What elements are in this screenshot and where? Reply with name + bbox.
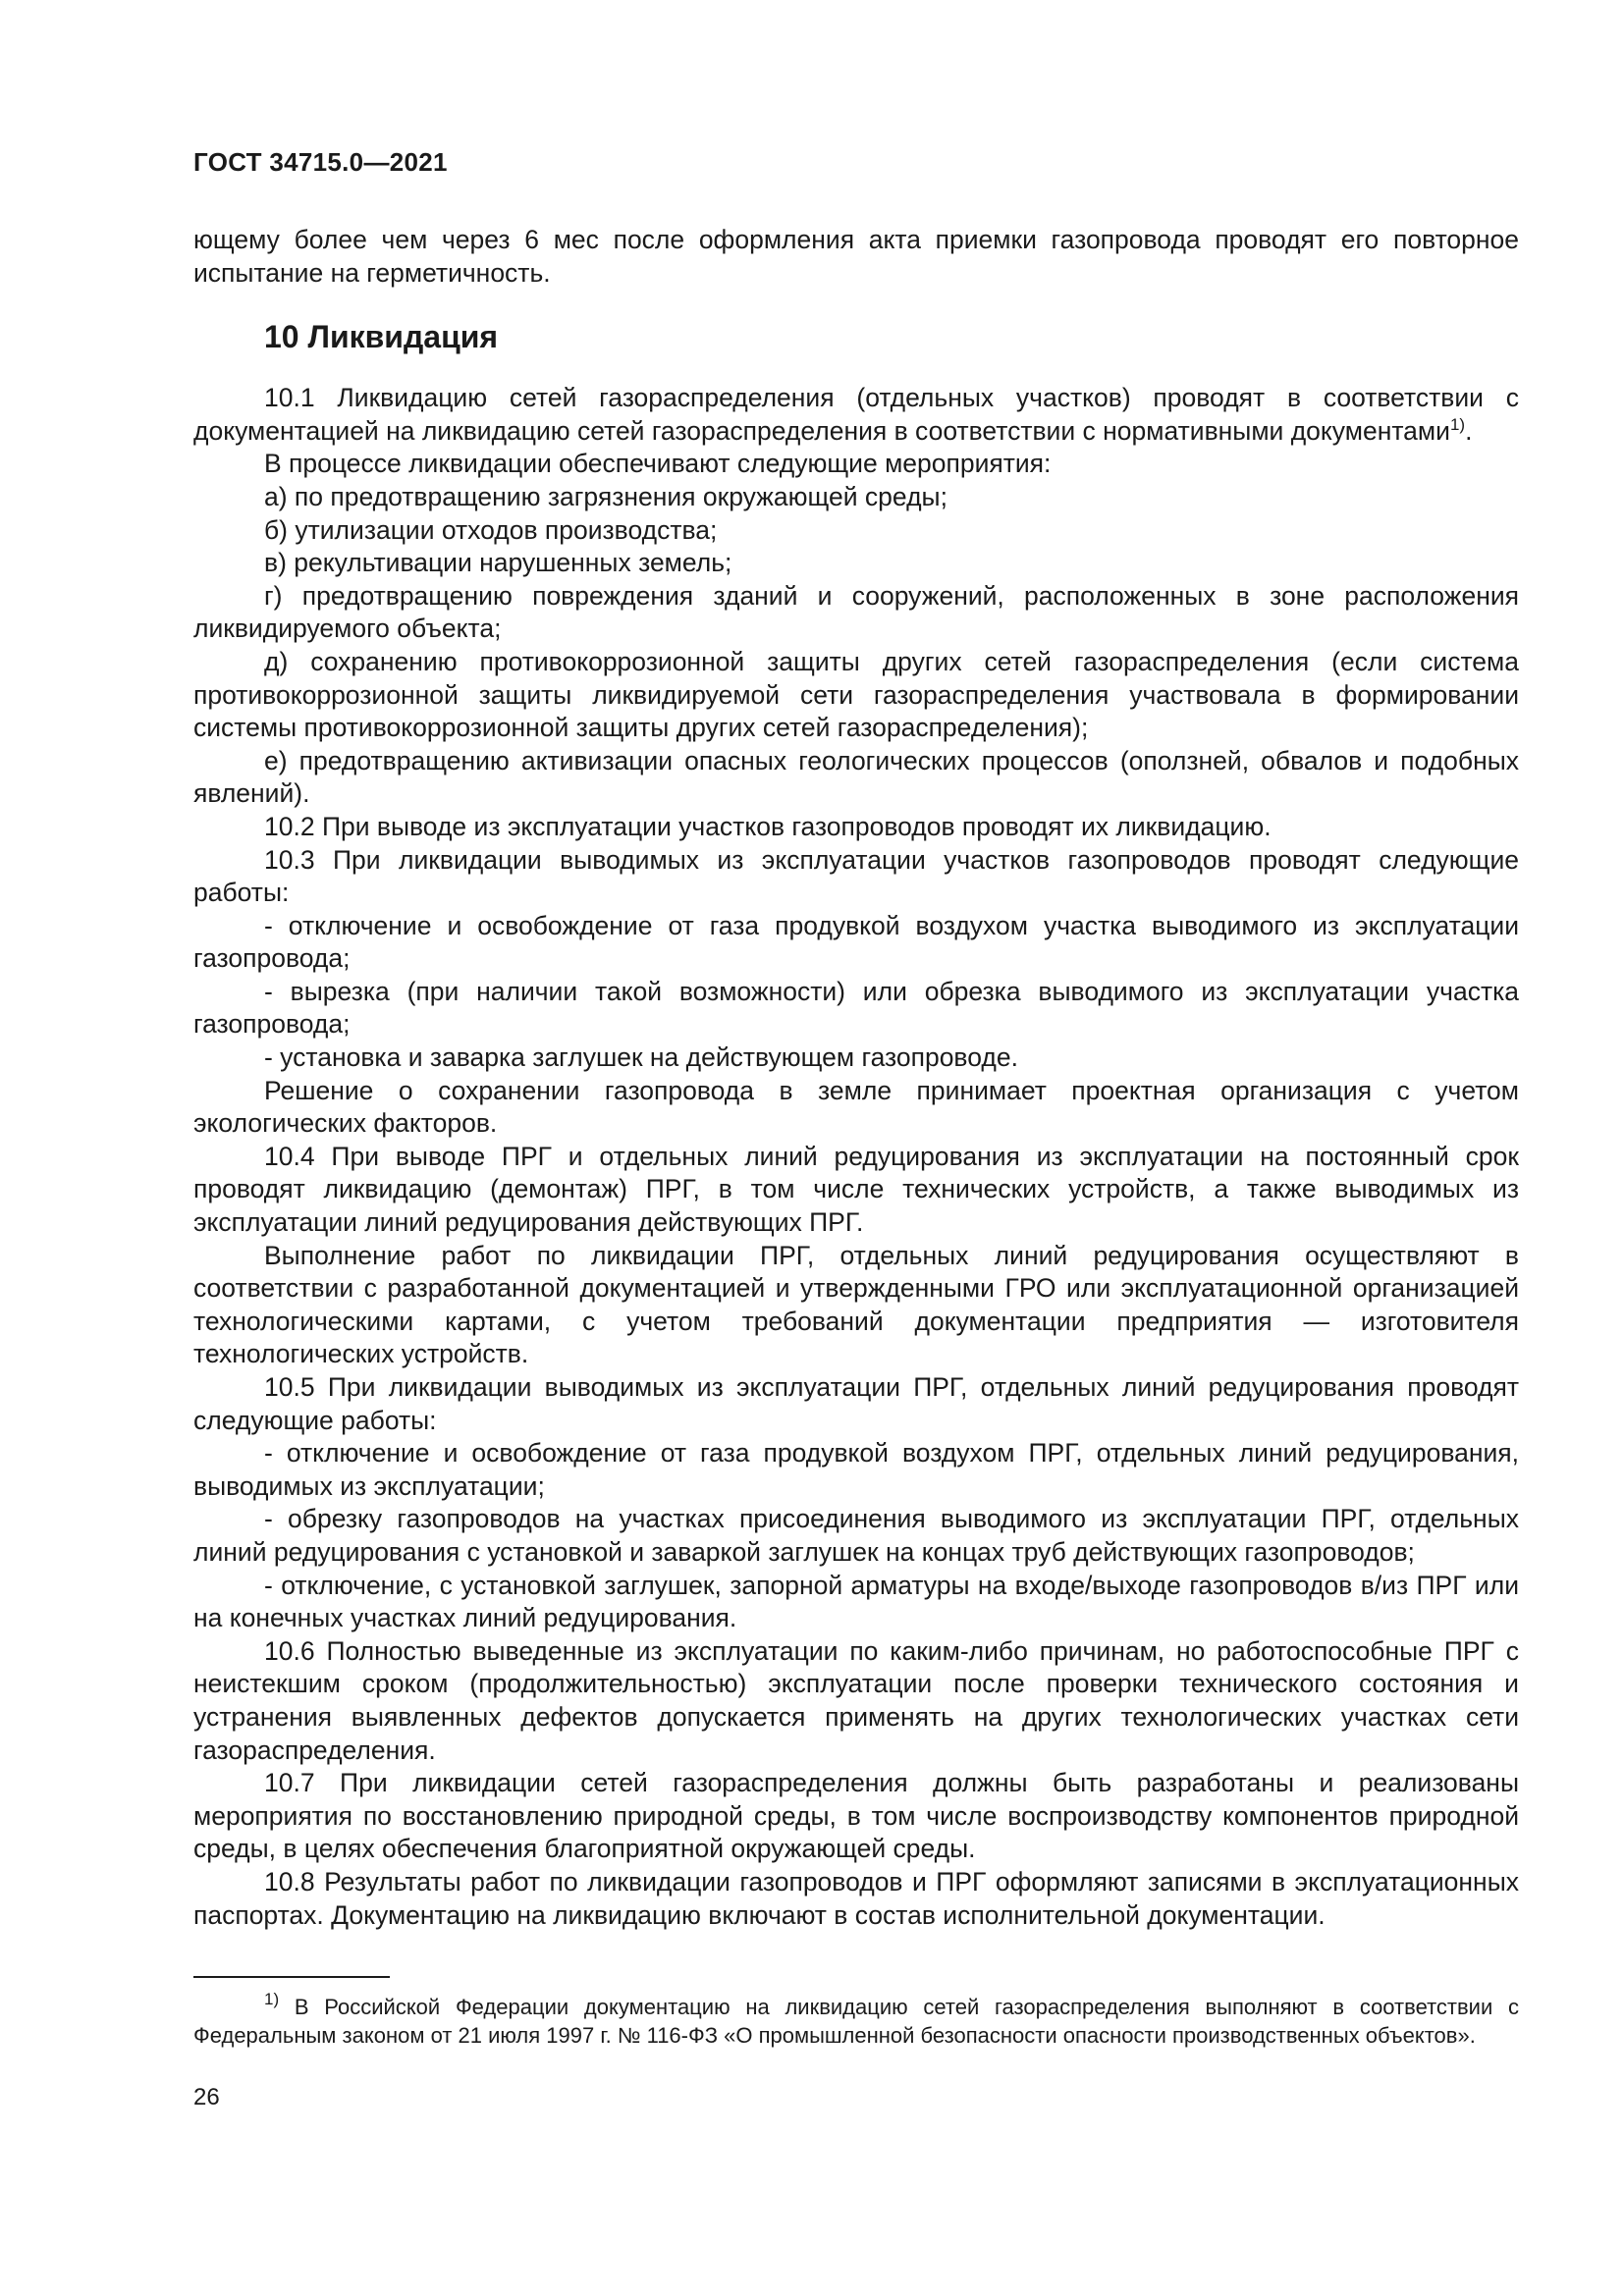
footnote-divider <box>193 1976 390 1978</box>
footnote-reference[interactable]: 1) <box>1449 414 1466 434</box>
footnote-text: В Российской Федерации документацию на ликвидацию сетей газораспределения выполняют в соответствии с Федеральным законом от 21 июля 1997 г. № 116-ФЗ «О промышленной безопасности опасности производственных объектов». <box>193 1995 1519 2048</box>
list-item-work-10-3-1: - отключение и освобождение от газа продувкой воздухом участка выводимого из эксплуатации газопровода; <box>193 910 1519 974</box>
continuation-paragraph: ющему более чем через 6 мес после оформления акта приемки газопровода проводят его повторное испытание на герметичность. <box>193 225 1519 288</box>
paragraph-10-5: 10.5 При ликвидации выводимых из эксплуатации ПРГ, отдельных линий редуцирования проводят следующие работы: <box>193 1372 1519 1435</box>
paragraph-10-7: 10.7 При ликвидации сетей газораспределения должны быть разработаны и реализованы мероприятия по восстановлению природной среды, в том числе воспроизводству компонентов природной среды, в целях обеспечения благоприятной окружающей среды. <box>193 1768 1519 1864</box>
paragraph-10-4: 10.4 При выводе ПРГ и отдельных линий редуцирования из эксплуатации на постоянный срок проводят ликвидацию (демонтаж) ПРГ, в том числе технических устройств, а также выводимых из эксплуатации линий редуцирования действующих ПРГ. <box>193 1141 1519 1238</box>
footnote-paragraph <box>193 1990 1519 2050</box>
paragraph-execution: Выполнение работ по ликвидации ПРГ, отдельных линий редуцирования осуществляют в соответствии с разработанной документацией и утвержденными ГРО или эксплуатационной организацией технологическими картами, с учетом требований документации предприятия — изготовителя технологических устройств. <box>193 1240 1519 1369</box>
paragraph-10-1 <box>193 382 1519 448</box>
body-text <box>193 224 1519 1932</box>
measures-intro: В процессе ликвидации обеспечивают следующие мероприятия: <box>264 449 1052 479</box>
page-number: 26 <box>193 2084 220 2110</box>
paragraph-10-1-text: 10.1 Ликвидацию сетей газораспределения (отдельных участков) проводят в соответствии с документацией на ликвидацию сетей газораспределения в соответствии с нормативными документами <box>193 383 1519 446</box>
list-item-work-10-3-2: - вырезка (при наличии такой возможности) или обрезка выводимого из эксплуатации участка газопровода; <box>193 976 1519 1040</box>
paragraph-10-6: 10.6 Полностью выведенные из эксплуатации по каким-либо причинам, но работоспособные ПРГ с неистекшим сроком (продолжительностью) эксплуатации после проверки технического состояния и устранения выявленных дефектов допускается применять на других технологических участках сети газораспределения. <box>193 1635 1519 1765</box>
list-item-work-10-3-3: - установка и заварка заглушек на действующем газопроводе. <box>264 1042 1018 1073</box>
list-item-measure-a: а) по предотвращению загрязнения окружающей среды; <box>264 481 947 511</box>
list-item-measure-v: в) рекультивации нарушенных земель; <box>264 548 732 578</box>
paragraph-10-2: 10.2 При выводе из эксплуатации участков газопроводов проводят их ликвидацию. <box>264 811 1272 841</box>
list-item-work-10-5-1: - отключение и освобождение от газа продувкой воздухом ПРГ, отдельных линий редуцирования, выводимых из эксплуатации; <box>193 1438 1519 1501</box>
footnote-marker: 1) <box>264 1990 280 2008</box>
list-item-measure-e: е) предотвращению активизации опасных геологических процессов (оползней, обвалов и подобных явлений). <box>193 745 1519 809</box>
paragraph-10-1-end: . <box>1465 415 1473 446</box>
paragraph-10-8: 10.8 Результаты работ по ликвидации газопроводов и ПРГ оформляют записями в эксплуатационных паспортах. Документацию на ликвидацию включают в состав исполнительной документации. <box>193 1866 1519 1930</box>
standard-code-header: ГОСТ 34715.0—2021 <box>193 147 448 177</box>
list-item-work-10-5-2: - обрезку газопроводов на участках присоединения выводимого из эксплуатации ПРГ, отдельных линий редуцирования с установкой и заваркой заглушек на концах труб действующих газопроводов; <box>193 1504 1519 1567</box>
list-item-measure-b: б) утилизации отходов производства; <box>264 514 718 545</box>
list-item-measure-d: д) сохранению противокоррозионной защиты других сетей газораспределения (если система противокоррозионной защиты ликвидируемой сети газораспределения участвовала в формировании системы противокоррозионной защиты других сетей газораспределения); <box>193 646 1519 743</box>
paragraph-decision: Решение о сохранении газопровода в земле принимает проектная организация с учетом экологических факторов. <box>193 1075 1519 1139</box>
paragraph-10-3: 10.3 При ликвидации выводимых из эксплуатации участков газопроводов проводят следующие работы: <box>193 844 1519 908</box>
footnote <box>193 1990 1519 2050</box>
section-title: 10 Ликвидация <box>264 319 499 355</box>
list-item-work-10-5-3: - отключение, с установкой заглушек, запорной арматуры на входе/выходе газопроводов в/из ПРГ или на конечных участках линий редуцирования. <box>193 1570 1519 1633</box>
list-item-measure-g: г) предотвращению повреждения зданий и сооружений, расположенных в зоне расположения ликвидируемого объекта; <box>193 580 1519 644</box>
